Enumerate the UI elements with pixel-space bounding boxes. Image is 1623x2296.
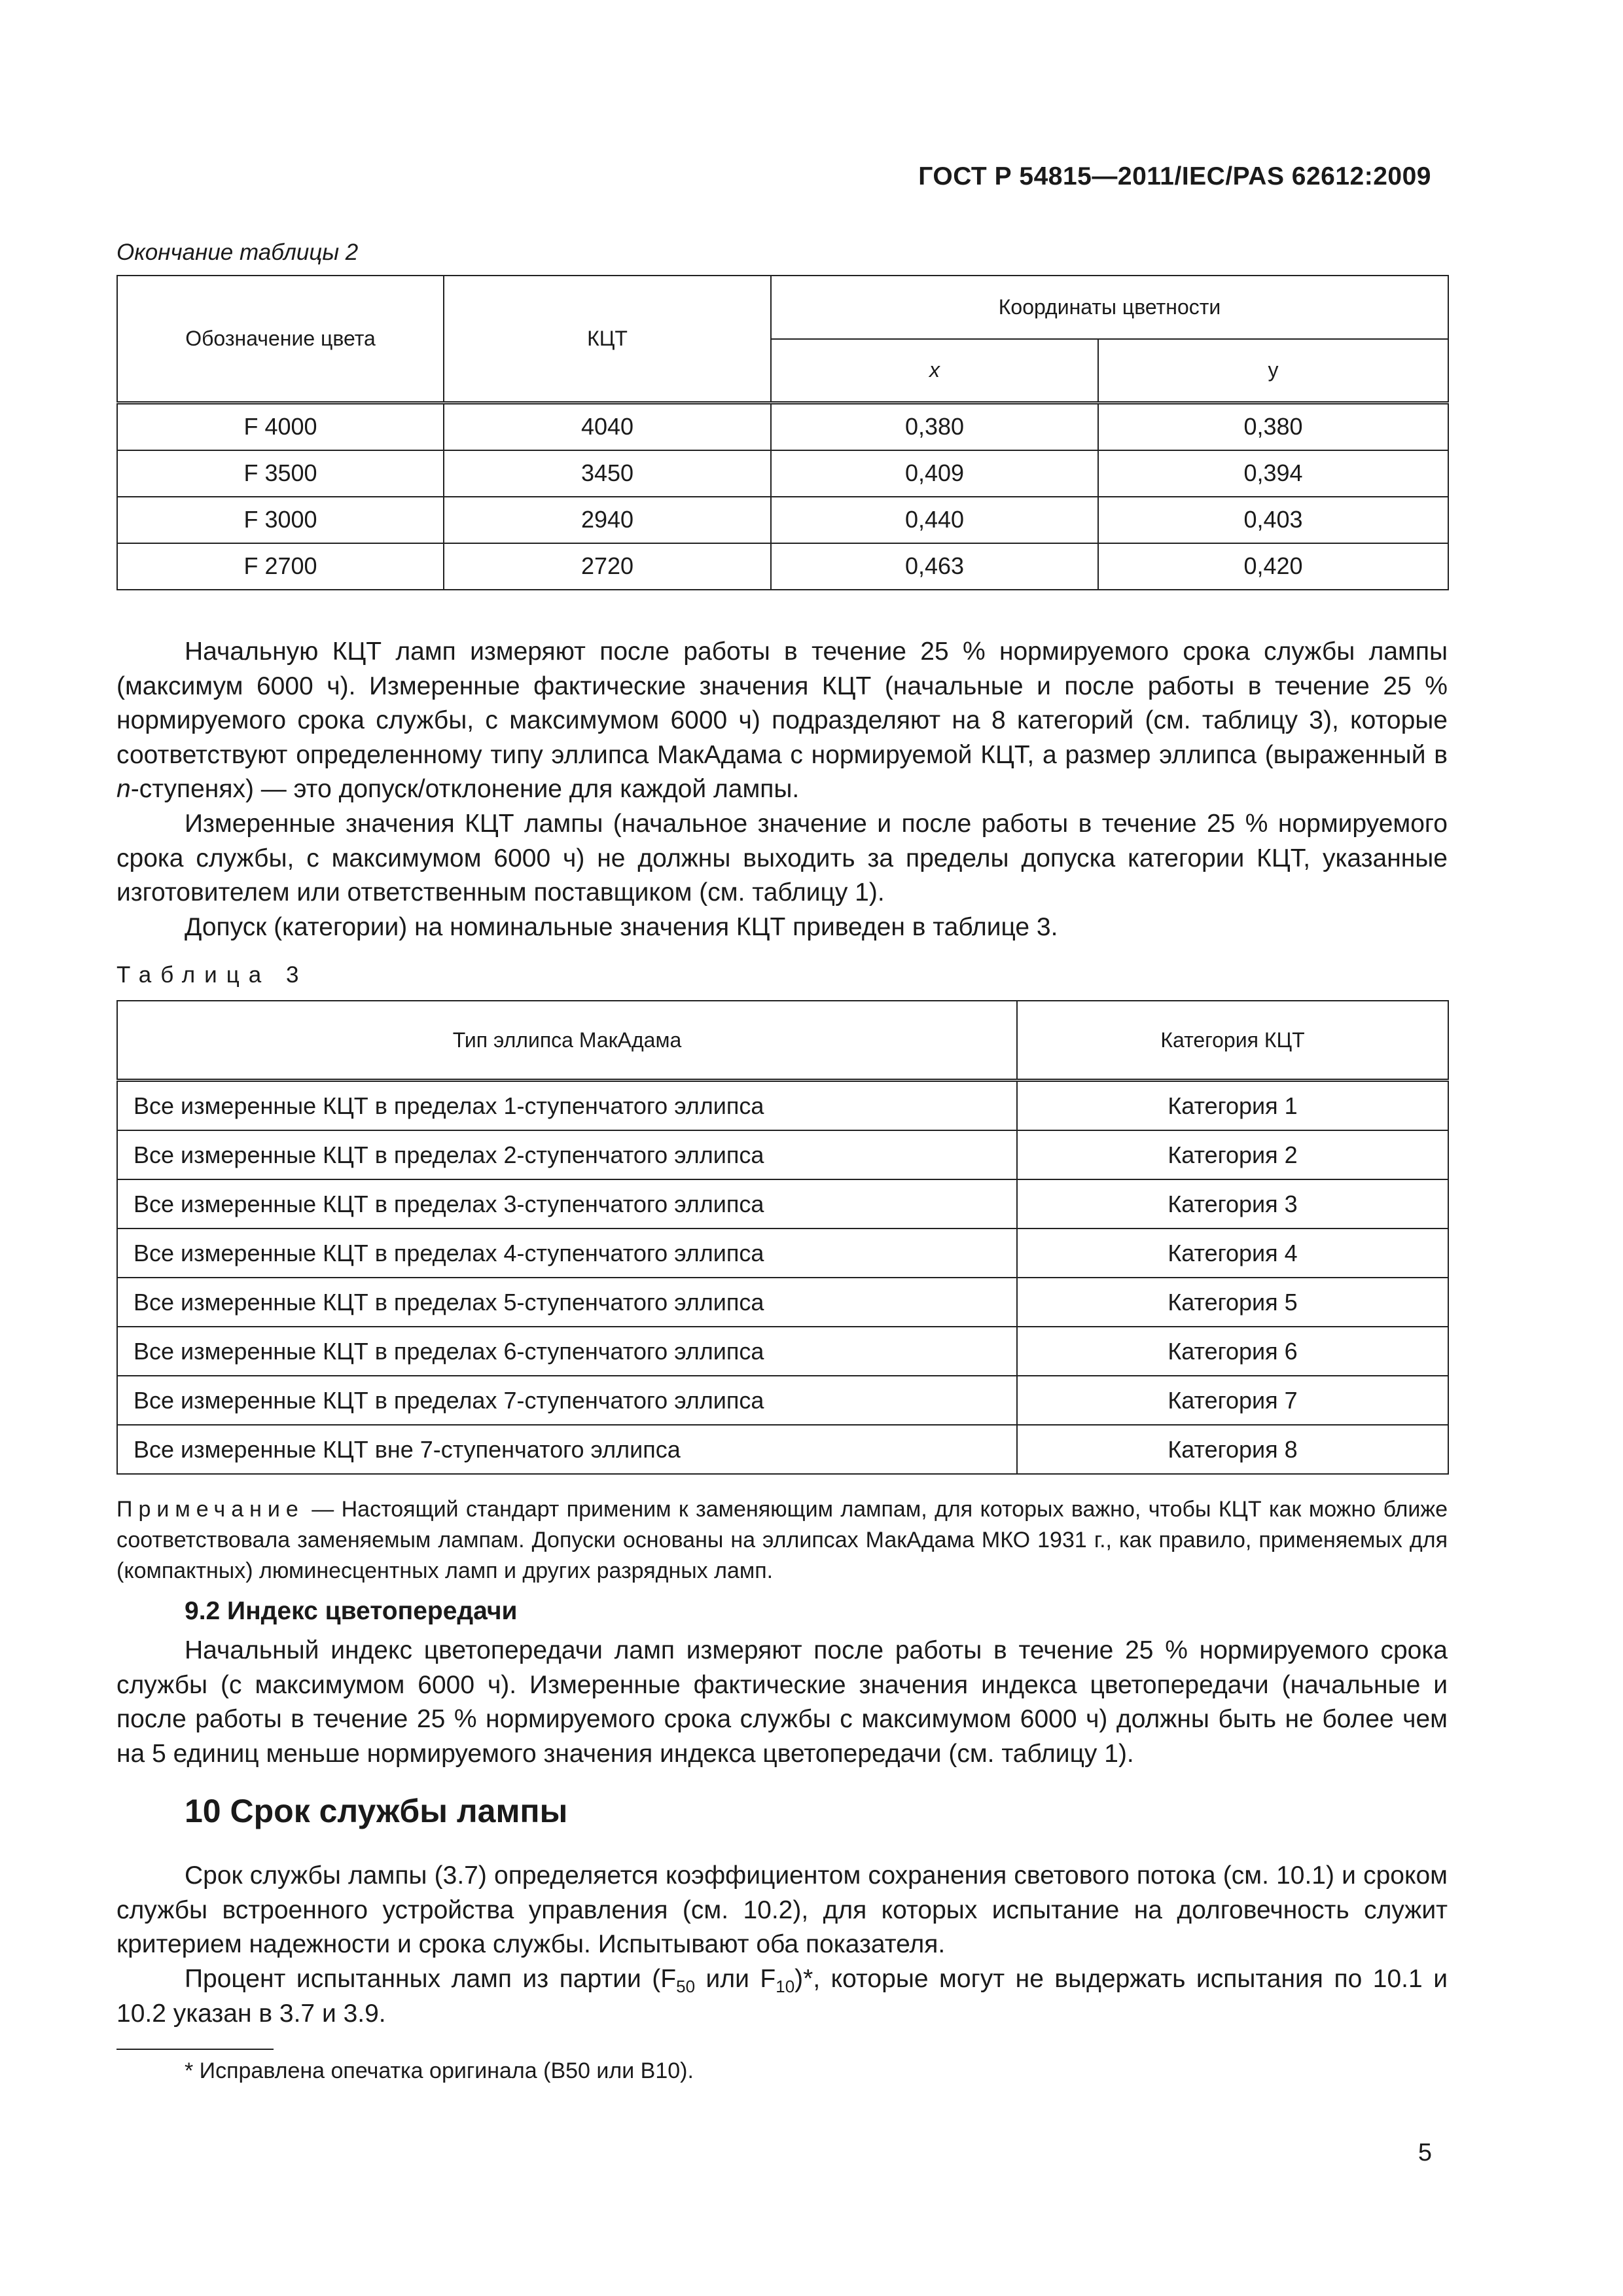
cell-kct: 2940 bbox=[444, 497, 771, 543]
cell-kct-category: Категория 3 bbox=[1017, 1179, 1448, 1229]
cell-y: 0,403 bbox=[1098, 497, 1448, 543]
table-3 bbox=[116, 1000, 1449, 1475]
cell-y: 0,420 bbox=[1098, 543, 1448, 590]
paragraph-kct-measurement: Начальную КЦТ ламп измеряют после работы в течение 25 % нормируемого срока службы лампы (максимум 6000 ч). Измеренные фактические значения КЦТ (начальные и после работы в течение 25 % нормируемого срока службы, с максимумом 6000 ч) подразделяют на 8 категорий (см. таблицу 3), которые соответствуют определенному типу эллипса МакАдама с нормируемой КЦТ, а размер эллипса (выраженный в n-ступенях) — это допуск/отклонение для каждой лампы. bbox=[116, 637, 1448, 803]
table-2 bbox=[116, 275, 1449, 590]
paragraph-cri: Начальный индекс цветопередачи ламп измеряют после работы в течение 25 % нормируемого срока службы (с максимумом 6000 ч). Измеренные фактические значения индекса цветопередачи (начальные и после работы в течение 25 % нормируемого срока службы с максимумом 6000 ч) должны быть не более чем на 5 единиц меньше нормируемого значения индекса цветопередачи (см. таблицу 1). bbox=[116, 1636, 1448, 1768]
table-2-caption: Окончание таблицы 2 bbox=[116, 240, 359, 265]
cell-y: 0,394 bbox=[1098, 450, 1448, 497]
col-header-color: Обозначение цвета bbox=[117, 276, 444, 403]
cell-color: F 3000 bbox=[117, 497, 444, 543]
table-row bbox=[117, 1376, 1448, 1425]
cell-x: 0,440 bbox=[771, 497, 1098, 543]
paragraph-table3-ref: Допуск (категории) на номинальные значения КЦТ приведен в таблице 3. bbox=[185, 913, 1058, 941]
cell-ellipse-type: Все измеренные КЦТ в пределах 4-ступенчатого эллипса bbox=[117, 1229, 1017, 1278]
cell-color: F 2700 bbox=[117, 543, 444, 590]
cell-color: F 4000 bbox=[117, 403, 444, 450]
cell-ellipse-type: Все измеренные КЦТ в пределах 7-ступенчатого эллипса bbox=[117, 1376, 1017, 1425]
table-row bbox=[117, 1229, 1448, 1278]
table-row bbox=[117, 1278, 1448, 1327]
cell-x: 0,409 bbox=[771, 450, 1098, 497]
col-header-ellipse-type: Тип эллипса МакАдама bbox=[117, 1001, 1017, 1081]
table-3-label: Таблица 3 bbox=[116, 962, 308, 988]
paragraph-kct-tolerance: Измеренные значения КЦТ лампы (начальное значение и после работы в течение 25 % нормируемого срока службы, с максимумом 6000 ч) не должны выходить за пределы допуска категории КЦТ, указанные изготовителем или ответственным поставщиком (см. таблицу 1). bbox=[116, 810, 1448, 906]
footnote: * Исправлена опечатка оригинала (В50 или В10). bbox=[185, 2058, 694, 2083]
note-text: — Настоящий стандарт применим к заменяющим лампам, для которых важно, чтобы КЦТ как можно ближе соответствовала заменяемым лампам. Допуски основаны на эллипсах МакАдама МКО 1931 г., как правило, применяемых для (компактных) люминесцентных ламп и других разрядных ламп. bbox=[116, 1497, 1448, 1583]
table-row bbox=[117, 1425, 1448, 1474]
table-row bbox=[117, 1327, 1448, 1376]
table-row bbox=[117, 403, 1448, 450]
cell-x: 0,380 bbox=[771, 403, 1098, 450]
note-label: Примечание bbox=[116, 1497, 304, 1522]
section-10-title: 10 Срок службы лампы bbox=[185, 1793, 568, 1829]
paragraph-lifetime: Срок службы лампы (3.7) определяется коэффициентом сохранения светового потока (см. 10.1) и сроком службы встроенного устройства управления (см. 10.2), для которых испытание на долговечность служит критерием надежности и срока службы. Испытывают оба показателя. bbox=[116, 1861, 1448, 1958]
cell-y: 0,380 bbox=[1098, 403, 1448, 450]
cell-ellipse-type: Все измеренные КЦТ в пределах 3-ступенчатого эллипса bbox=[117, 1179, 1017, 1229]
table-row bbox=[117, 497, 1448, 543]
cell-kct-category: Категория 1 bbox=[1017, 1081, 1448, 1131]
document-header: ГОСТ Р 54815—2011/IEC/PAS 62612:2009 bbox=[918, 162, 1431, 190]
table-row bbox=[117, 1130, 1448, 1179]
cell-ellipse-type: Все измеренные КЦТ в пределах 2-ступенчатого эллипса bbox=[117, 1130, 1017, 1179]
table-row bbox=[117, 543, 1448, 590]
table-3-note bbox=[116, 1494, 1448, 1587]
table-row bbox=[117, 1081, 1448, 1131]
section-9-2-title: 9.2 Индекс цветопередачи bbox=[185, 1597, 518, 1625]
footnote-divider bbox=[116, 2049, 274, 2050]
cell-ellipse-type: Все измеренные КЦТ в пределах 5-ступенчатого эллипса bbox=[117, 1278, 1017, 1327]
col-header-kct-category: Категория КЦТ bbox=[1017, 1001, 1448, 1081]
paragraph-failure-percent: Процент испытанных ламп из партии ($F_{50}$ или $F_{10})*$, которые могут не выдержать испытания по 10.1 и 10.2 указан в 3.7 и 3.9. bbox=[116, 1965, 1448, 2028]
col-header-y: y bbox=[1098, 339, 1448, 403]
cell-kct: 3450 bbox=[444, 450, 771, 497]
cell-kct-category: Категория 5 bbox=[1017, 1278, 1448, 1327]
col-header-coords: Координаты цветности bbox=[771, 276, 1448, 339]
cell-ellipse-type: Все измеренные КЦТ в пределах 1-ступенчатого эллипса bbox=[117, 1081, 1017, 1131]
col-header-x: x bbox=[771, 339, 1098, 403]
cell-x: 0,463 bbox=[771, 543, 1098, 590]
cell-kct-category: Категория 2 bbox=[1017, 1130, 1448, 1179]
page-number: 5 bbox=[1418, 2139, 1432, 2166]
cell-kct-category: Категория 8 bbox=[1017, 1425, 1448, 1474]
cell-color: F 3500 bbox=[117, 450, 444, 497]
cell-kct-category: Категория 6 bbox=[1017, 1327, 1448, 1376]
table-row bbox=[117, 1179, 1448, 1229]
cell-kct: 2720 bbox=[444, 543, 771, 590]
table-row bbox=[117, 450, 1448, 497]
cell-kct-category: Категория 4 bbox=[1017, 1229, 1448, 1278]
cell-ellipse-type: Все измеренные КЦТ вне 7-ступенчатого эллипса bbox=[117, 1425, 1017, 1474]
col-header-kct: КЦТ bbox=[444, 276, 771, 403]
cell-ellipse-type: Все измеренные КЦТ в пределах 6-ступенчатого эллипса bbox=[117, 1327, 1017, 1376]
cell-kct: 4040 bbox=[444, 403, 771, 450]
cell-kct-category: Категория 7 bbox=[1017, 1376, 1448, 1425]
